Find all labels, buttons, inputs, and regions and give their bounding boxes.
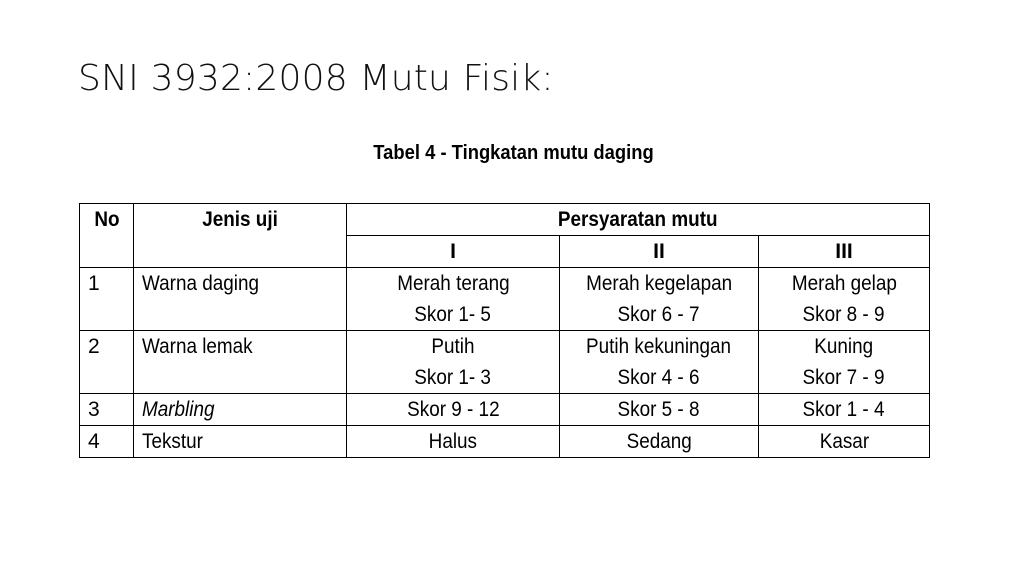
grade-cell: Putih Skor 1- 3 (347, 331, 560, 394)
header-no: No (80, 204, 134, 268)
header-jenis-uji: Jenis uji (134, 204, 347, 268)
table-row (80, 331, 930, 394)
row-number: 1 (80, 268, 134, 331)
table-row (80, 426, 930, 458)
test-type: Marbling (134, 394, 347, 426)
row-number: 3 (80, 394, 134, 426)
grade-cell: Kuning Skor 7 - 9 (759, 331, 930, 394)
test-type: Warna lemak (134, 331, 347, 394)
row-number: 2 (80, 331, 134, 394)
table-header-row (80, 204, 930, 236)
grade-cell: Putih kekuningan Skor 4 - 6 (560, 331, 759, 394)
header-grade-1: I (347, 236, 560, 268)
grade-cell: Merah gelap Skor 8 - 9 (759, 268, 930, 331)
grade-cell: Skor 5 - 8 (560, 394, 759, 426)
grade-cell: Merah terang Skor 1- 5 (347, 268, 560, 331)
test-type: Warna daging (134, 268, 347, 331)
grade-cell: Halus (347, 426, 560, 458)
header-persyaratan-mutu: Persyaratan mutu (347, 204, 930, 236)
row-number: 4 (80, 426, 134, 458)
header-grade-3: III (759, 236, 930, 268)
table-row (80, 268, 930, 331)
table-caption: Tabel 4 - Tingkatan mutu daging (373, 142, 654, 164)
grade-cell: Skor 9 - 12 (347, 394, 560, 426)
header-grade-2: II (560, 236, 759, 268)
table-row (80, 394, 930, 426)
grade-cell: Merah kegelapan Skor 6 - 7 (560, 268, 759, 331)
grade-cell: Sedang (560, 426, 759, 458)
grade-cell: Kasar (759, 426, 930, 458)
grade-cell: Skor 1 - 4 (759, 394, 930, 426)
slide-title: SNI 3932:2008 Mutu Fisik: (78, 58, 554, 99)
test-type: Tekstur (134, 426, 347, 458)
quality-grade-table (79, 203, 930, 458)
